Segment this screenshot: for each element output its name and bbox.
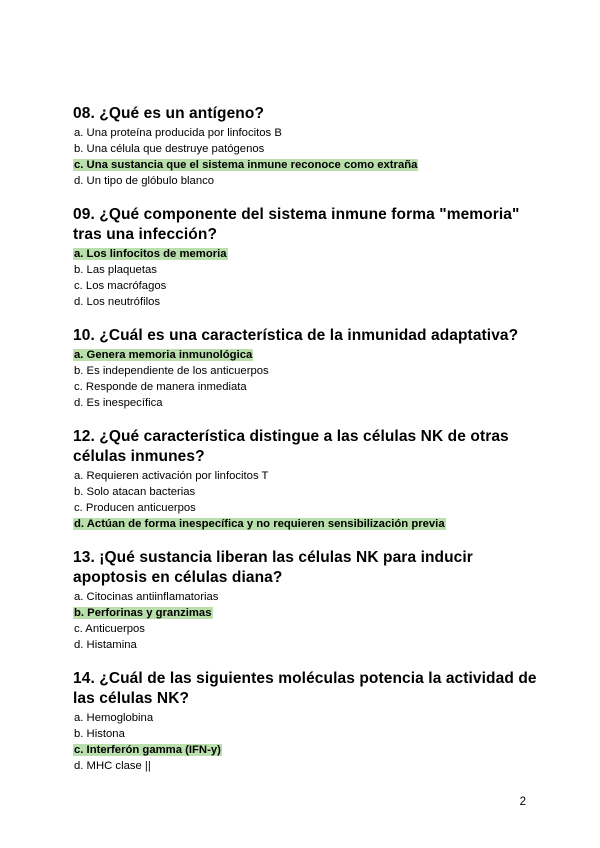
correct-answer-highlight: c. Una sustancia que el sistema inmune reconoce como extraña bbox=[74, 159, 418, 171]
option-c bbox=[73, 278, 543, 294]
option-d bbox=[73, 173, 543, 189]
option-text: b. Una célula que destruye patógenos bbox=[74, 143, 265, 155]
option-d bbox=[73, 637, 543, 653]
option-text: a. Hemoglobina bbox=[74, 712, 154, 724]
option-b-correct bbox=[73, 605, 543, 621]
option-c-correct bbox=[73, 742, 543, 758]
option-text: c. Producen anticuerpos bbox=[74, 502, 196, 514]
option-text: d. Un tipo de glóbulo blanco bbox=[74, 175, 215, 187]
option-text: b. Las plaquetas bbox=[74, 264, 157, 276]
question-09 bbox=[73, 205, 543, 310]
option-b bbox=[73, 484, 543, 500]
option-list bbox=[73, 468, 543, 532]
correct-answer-highlight: b. Perforinas y granzimas bbox=[74, 607, 212, 619]
question-title: 12. ¿Qué característica distingue a las células NK de otras células inmunes? bbox=[73, 428, 509, 465]
option-a-correct bbox=[73, 246, 543, 262]
option-text: a. Una proteína producida por linfocitos B bbox=[74, 127, 282, 139]
question-12 bbox=[73, 427, 543, 532]
question-10 bbox=[73, 326, 543, 411]
option-c bbox=[73, 500, 543, 516]
option-list bbox=[73, 246, 543, 310]
option-d bbox=[73, 395, 543, 411]
correct-answer-highlight: a. Los linfocitos de memoria bbox=[74, 248, 227, 260]
question-13 bbox=[73, 548, 543, 653]
option-text: b. Histona bbox=[74, 728, 125, 740]
option-c bbox=[73, 621, 543, 637]
option-text: c. Anticuerpos bbox=[74, 623, 145, 635]
question-title: 09. ¿Qué componente del sistema inmune forma "memoria" tras una infección? bbox=[73, 206, 520, 243]
option-b bbox=[73, 363, 543, 379]
option-text: a. Citocinas antiinflamatorias bbox=[74, 591, 219, 603]
option-d bbox=[73, 758, 543, 774]
option-list bbox=[73, 347, 543, 411]
option-a bbox=[73, 710, 543, 726]
question-14 bbox=[73, 669, 543, 774]
question-08 bbox=[73, 104, 543, 189]
option-a bbox=[73, 589, 543, 605]
correct-answer-highlight: c. Interferón gamma (IFN-y) bbox=[74, 744, 221, 756]
option-text: c. Responde de manera inmediata bbox=[74, 381, 247, 393]
question-list bbox=[73, 104, 543, 790]
option-d bbox=[73, 294, 543, 310]
question-title: 13. ¡Qué sustancia liberan las células NK para inducir apoptosis en células diana? bbox=[73, 549, 473, 586]
option-list bbox=[73, 710, 543, 774]
question-title: 14. ¿Cuál de las siguientes moléculas potencia la actividad de las células NK? bbox=[73, 670, 537, 707]
option-b bbox=[73, 262, 543, 278]
option-list bbox=[73, 589, 543, 653]
option-text: d. MHC clase || bbox=[74, 760, 151, 772]
option-list bbox=[73, 125, 543, 189]
option-a-correct bbox=[73, 347, 543, 363]
option-c bbox=[73, 379, 543, 395]
option-text: b. Es independiente de los anticuerpos bbox=[74, 365, 269, 377]
question-title: 08. ¿Qué es un antígeno? bbox=[73, 105, 265, 122]
option-text: d. Es inespecífica bbox=[74, 397, 163, 409]
option-b bbox=[73, 726, 543, 742]
option-text: d. Los neutrófilos bbox=[74, 296, 161, 308]
option-d-correct bbox=[73, 516, 543, 532]
correct-answer-highlight: a. Genera memoria inmunológica bbox=[74, 349, 253, 361]
correct-answer-highlight: d. Actúan de forma inespecífica y no requieren sensibilización previa bbox=[74, 518, 445, 530]
option-a bbox=[73, 468, 543, 484]
page-number: 2 bbox=[519, 796, 526, 808]
question-title: 10. ¿Cuál es una característica de la inmunidad adaptativa? bbox=[73, 327, 519, 344]
option-text: a. Requieren activación por linfocitos T bbox=[74, 470, 269, 482]
option-a bbox=[73, 125, 543, 141]
option-c-correct bbox=[73, 157, 543, 173]
option-text: d. Histamina bbox=[74, 639, 137, 651]
option-text: b. Solo atacan bacterias bbox=[74, 486, 196, 498]
option-text: c. Los macrófagos bbox=[74, 280, 167, 292]
option-b bbox=[73, 141, 543, 157]
